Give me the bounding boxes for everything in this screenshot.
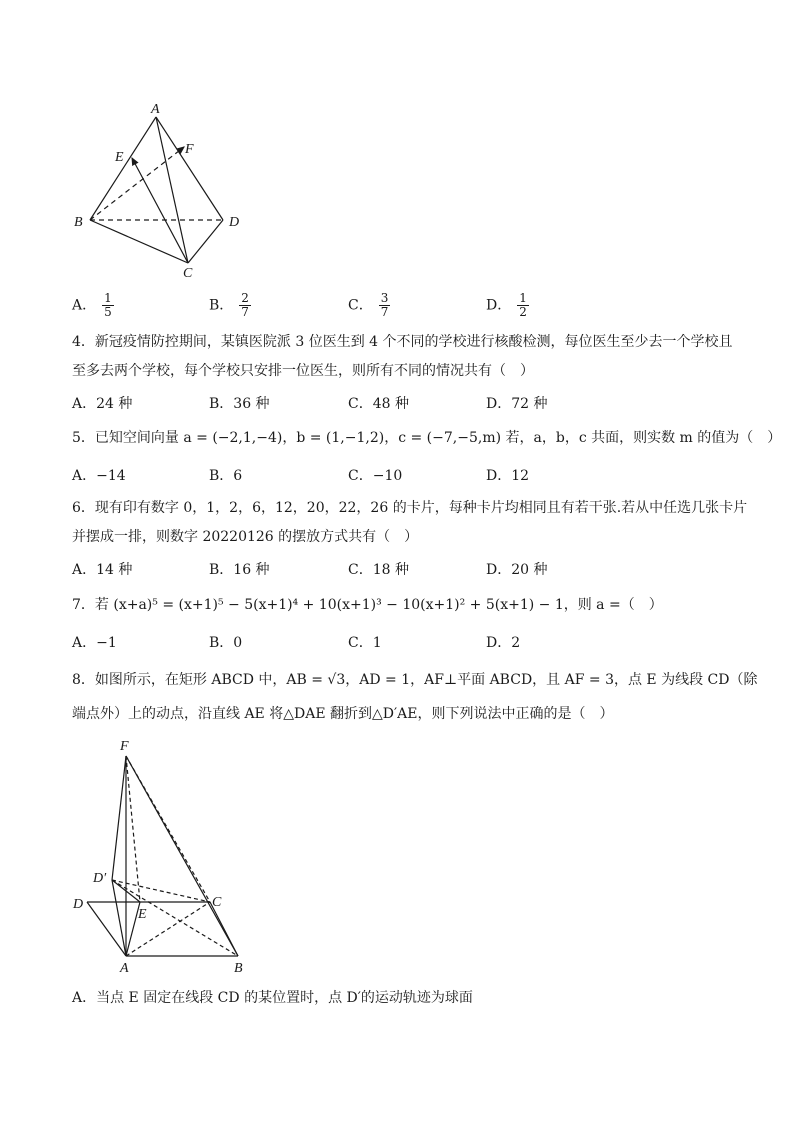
label-D-prime: D′: [93, 871, 107, 886]
label-E2: E: [138, 907, 147, 922]
label-B: B: [74, 215, 83, 230]
q5-option-b: B．6: [209, 468, 243, 484]
q4-option-a: A．24 种: [72, 396, 133, 412]
q7-option-d: D．2: [486, 635, 521, 651]
q4-option-c: C．48 种: [348, 396, 409, 412]
q7-option-a: A．−1: [72, 635, 117, 651]
q5-option-c: C．−10: [348, 468, 403, 484]
fold-figure: [60, 730, 280, 980]
q3-option-b: B． $\frac{2}{7}$: [209, 291, 249, 319]
q5-option-d: D．12: [486, 468, 530, 484]
q7-option-c: C．1: [348, 635, 382, 651]
q6-option-d: D．20 种: [486, 562, 548, 578]
q4-option-b: B．36 种: [209, 396, 270, 412]
q6-option-a: A．14 种: [72, 562, 133, 578]
q6-option-c: C．18 种: [348, 562, 409, 578]
q6-line1: 6．现有印有数字 0，1，2，6，12，20，22，26 的卡片，每种卡片均相同且有若干张.若从中任选几张卡片: [72, 500, 748, 516]
label-C2: C: [212, 895, 222, 910]
q6-line2: 并摆成一排，则数字 20220126 的摆放方式共有（ ）: [72, 529, 419, 545]
label-F: F: [185, 142, 194, 157]
q6-option-b: B．16 种: [209, 562, 270, 578]
fraction: $\frac{1}{2}$: [519, 291, 527, 319]
q3-option-a: A． $\frac{1}{5}$: [72, 291, 112, 319]
q8-line1: 8．如图所示，在矩形 ABCD 中，AB = √3，AD = 1，AF⊥平面 ABCD，且 AF = 3，点 E 为线段 CD（除: [72, 672, 758, 688]
q8-line2: 端点外）上的动点，沿直线 AE 将△DAE 翻折到△D′AE，则下列说法中正确的是（ ）: [72, 706, 614, 722]
q3-option-c: C． $\frac{3}{7}$: [348, 291, 389, 319]
label-F2: F: [120, 739, 129, 754]
q3-option-d: D． $\frac{1}{2}$: [486, 291, 527, 319]
q5-option-a: A．−14: [72, 468, 126, 484]
label-D2: D: [73, 897, 84, 912]
label-A2: A: [120, 961, 129, 976]
q4-option-d: D．72 种: [486, 396, 548, 412]
label-A: A: [151, 102, 160, 117]
tetrahedron-figure: [60, 95, 260, 285]
q7-text: 7．若 (x+a)⁵ = (x+1)⁵ − 5(x+1)⁴ + 10(x+1)³ − 10(x+1)² + 5(x+1) − 1，则 a =（ ）: [72, 597, 663, 613]
q4-line1: 4．新冠疫情防控期间，某镇医院派 3 位医生到 4 个不同的学校进行核酸检测，每位医生至少去一个学校且: [72, 334, 733, 350]
q5-text: 5．已知空间向量 a = (−2,1,−4)，b = (1,−1,2)，c = (−7,−5,m) 若，a，b，c 共面，则实数 m 的值为（ ）: [72, 430, 782, 446]
q7-option-b: B．0: [209, 635, 243, 651]
label-B2: B: [234, 961, 243, 976]
fraction: $\frac{1}{5}$: [104, 291, 112, 319]
fraction: $\frac{3}{7}$: [380, 291, 389, 319]
label-D: D: [229, 215, 240, 230]
label-C: C: [183, 266, 193, 281]
q4-line2: 至多去两个学校，每个学校只安排一位医生，则所有不同的情况共有（ ）: [72, 363, 534, 379]
fraction: $\frac{2}{7}$: [241, 291, 249, 319]
label-E: E: [115, 150, 124, 165]
q8-option-a: A．当点 E 固定在线段 CD 的某位置时，点 D′的运动轨迹为球面: [72, 990, 473, 1006]
